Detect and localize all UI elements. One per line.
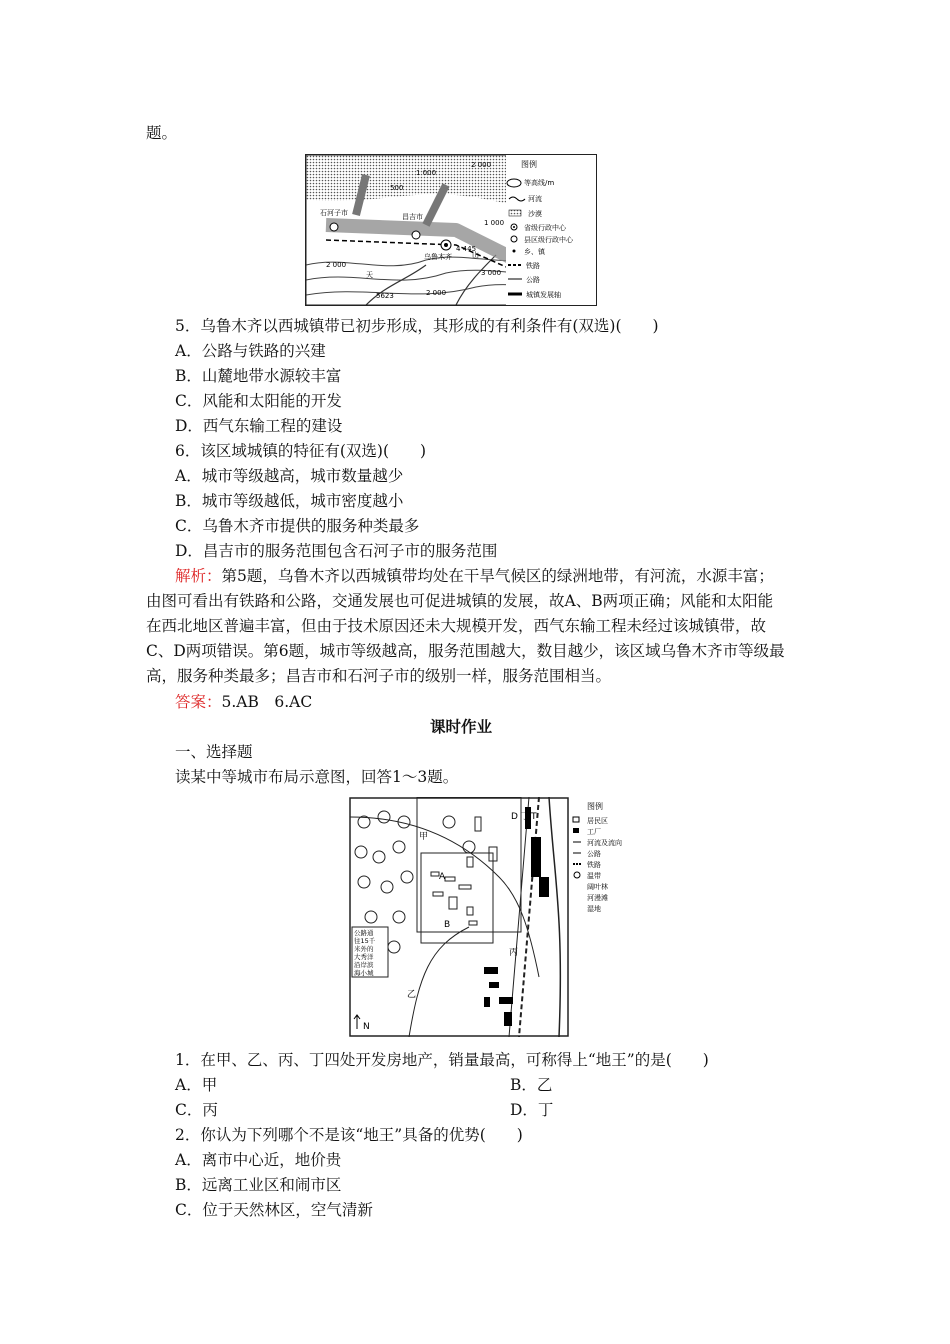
intro-tail: 题。	[146, 124, 178, 142]
svg-text:天: 天	[366, 271, 373, 279]
analysis-label: 解析：	[175, 567, 222, 585]
svg-text:5623: 5623	[376, 292, 394, 300]
analysis-line-5: 高，服务种类最多；昌吉市和石河子市的级别一样，服务范围相当。	[146, 667, 612, 685]
section-title: 课时作业	[430, 717, 493, 736]
svg-text:3 000: 3 000	[481, 269, 502, 277]
svg-text:N: N	[363, 1022, 370, 1032]
svg-text:丙: 丙	[509, 948, 519, 958]
svg-text:1 000: 1 000	[484, 219, 505, 227]
map1-drawing	[306, 155, 596, 305]
svg-text:阔叶林: 阔叶林	[587, 883, 608, 891]
svg-text:4 445: 4 445	[456, 245, 477, 253]
svg-text:2 000: 2 000	[471, 161, 492, 169]
analysis-line-3: 在西北地区普遍丰富，但由于技术原因还未大规模开发，西气东输工程未经过该城镇带，故	[146, 617, 767, 635]
q5-option-b: B．山麓地带水源较丰富	[175, 367, 342, 385]
map2-legend-items	[573, 816, 622, 913]
city-marker-changji	[412, 231, 420, 239]
svg-text:2 000: 2 000	[326, 261, 347, 269]
svg-text:B: B	[444, 920, 451, 930]
svg-text:河漫滩: 河漫滩	[587, 894, 608, 902]
analysis-line-1: 解析：第5题，乌鲁木齐以西城镇带均处在干旱气候区的绿洲地带，有河流，水源丰富；	[175, 567, 774, 585]
q6-option-a: A．城市等级越高，城市数量越少	[175, 467, 404, 485]
q5-option-c: C．风能和太阳能的开发	[175, 392, 342, 410]
analysis-line-2: 由图可看出有铁路和公路，交通发展也可促进城镇的发展，故A、B两项正确；风能和太阳能	[146, 592, 774, 610]
svg-text:河流: 河流	[528, 195, 542, 203]
svg-text:大秀洋: 大秀洋	[354, 953, 374, 961]
reading-instruction: 读某中等城市布局示意图，回答1～3题。	[175, 768, 459, 786]
q2-option-a: A．离市中心近，地价贵	[175, 1151, 342, 1169]
q6-option-c: C．乌鲁木齐市提供的服务种类最多	[175, 517, 420, 535]
svg-text:石河子市: 石河子市	[320, 209, 348, 217]
svg-text:往15千: 往15千	[354, 937, 376, 945]
svg-text:县区级行政中心: 县区级行政中心	[524, 236, 573, 244]
q6-option-d: D．昌吉市的服务范围包含石河子市的服务范围	[175, 542, 498, 560]
q1-option-c: C．丙	[175, 1101, 218, 1119]
map2-legend-title: 图例	[587, 802, 603, 811]
svg-text:公路: 公路	[587, 850, 601, 858]
q2-option-c: C．位于天然林区，空气清新	[175, 1201, 373, 1219]
legend-title: 图例	[521, 160, 537, 169]
svg-text:乙: 乙	[407, 990, 417, 1000]
q1-stem: 1．在甲、乙、丙、丁四处开发房地产，销量最高，可称得上“地王”的是( )	[175, 1051, 709, 1069]
svg-text:公路通: 公路通	[354, 929, 374, 937]
svg-text:等高线/m: 等高线/m	[524, 179, 555, 187]
q6-stem: 6．该区域城镇的特征有(双选)( )	[175, 442, 427, 460]
svg-text:温带: 温带	[587, 872, 601, 880]
svg-text:500: 500	[390, 184, 404, 192]
svg-text:山: 山	[472, 251, 479, 259]
svg-text:铁路: 铁路	[526, 262, 540, 270]
svg-text:海小城: 海小城	[354, 969, 374, 977]
svg-text:乡、镇: 乡、镇	[524, 248, 545, 256]
analysis-line-4: C、D两项错误。第6题，城市等级越高，服务范围越大，数目越少，该区域乌鲁木齐市等级最	[146, 642, 785, 660]
svg-text:沙漠: 沙漠	[528, 210, 542, 218]
svg-text:A: A	[439, 872, 446, 882]
q6-option-b: B．城市等级越低，城市密度越小	[175, 492, 404, 510]
svg-text:丁: 丁	[521, 812, 531, 822]
svg-text:湿地: 湿地	[587, 905, 601, 913]
svg-text:米外的: 米外的	[354, 945, 374, 953]
svg-text:1 000: 1 000	[416, 169, 437, 177]
svg-text:甲: 甲	[419, 832, 429, 842]
q1-option-b: B．乙	[510, 1076, 553, 1094]
svg-text:河流及流向: 河流及流向	[587, 839, 622, 847]
q5-stem: 5．乌鲁木齐以西城镇带已初步形成，其形成的有利条件有(双选)( )	[175, 317, 659, 335]
city-layout-map	[349, 797, 635, 1037]
q1-option-a: A．甲	[175, 1076, 218, 1094]
svg-text:居民区: 居民区	[587, 817, 608, 825]
q5-option-d: D．西气东输工程的建设	[175, 417, 343, 435]
svg-text:城镇发展轴: 城镇发展轴	[526, 291, 561, 299]
q2-option-b: B．远离工业区和闹市区	[175, 1176, 342, 1194]
urumqi-region-map	[305, 154, 597, 306]
svg-text:工厂: 工厂	[587, 828, 601, 836]
svg-text:D: D	[511, 812, 518, 822]
q1-option-d: D．丁	[510, 1101, 554, 1119]
svg-text:沿岸滨: 沿岸滨	[354, 961, 374, 969]
answer-label: 答案：	[175, 693, 222, 711]
city-marker-shihezi	[330, 223, 338, 231]
answer-line: 答案：5.AB 6.AC	[175, 693, 313, 711]
svg-text:省级行政中心: 省级行政中心	[524, 224, 566, 232]
svg-text:T: T	[531, 812, 537, 822]
note-text	[354, 928, 376, 977]
q5-option-a: A．公路与铁路的兴建	[175, 342, 326, 360]
svg-text:昌吉市: 昌吉市	[402, 213, 423, 221]
q2-stem: 2．你认为下列哪个不是该“地王”具备的优势( )	[175, 1126, 523, 1144]
svg-text:公路: 公路	[526, 276, 540, 284]
svg-text:乌鲁木齐: 乌鲁木齐	[424, 253, 452, 261]
svg-text:2 000: 2 000	[426, 289, 447, 297]
part-one-heading: 一、选择题	[175, 743, 253, 761]
map2-drawing	[349, 797, 635, 1037]
svg-text:铁路: 铁路	[587, 861, 601, 869]
